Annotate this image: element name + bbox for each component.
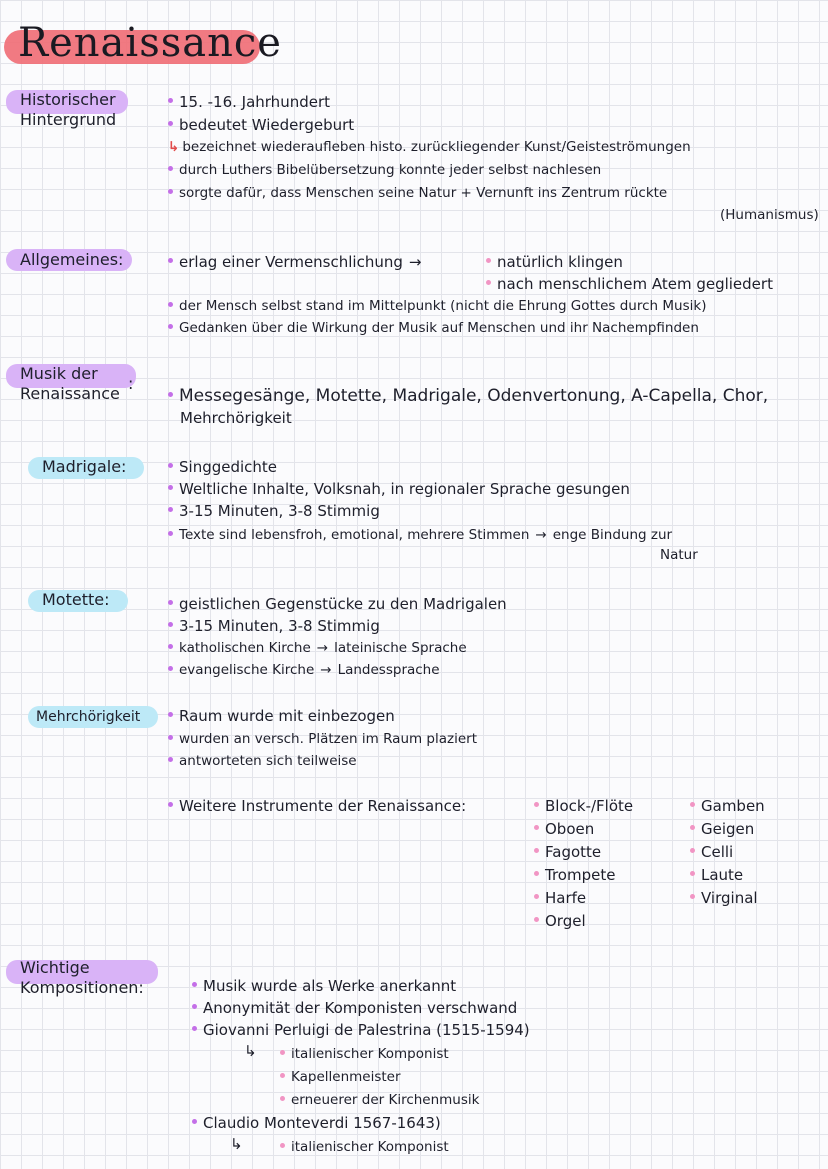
instrument-col1-5 [534,888,586,908]
historisch-line-5 [168,183,667,203]
madrigale-line-1 [168,457,277,477]
allgemeines-text-1b: nach menschlichem Atem gegliedert [497,275,773,293]
motette-line-3 [168,638,467,658]
allgemeines-line-1b [486,274,773,294]
bullet-icon [280,1073,285,1078]
bullet-icon [690,848,695,853]
instrument-col2-5 [690,888,758,908]
instrument-text: Harfe [545,889,587,907]
allgemeines-line-1 [168,252,427,272]
motette-text-1: geistlichen Gegenstücke zu den Madrigalen [179,595,507,613]
mehrchoerigkeit-text-3: antworteten sich teilweise [179,753,357,769]
madrigale-text-1: Singgedichte [179,458,278,476]
instrument-col2-1 [690,796,765,816]
palestrina-3 [280,1090,479,1110]
bullet-icon [486,258,491,263]
bullet-icon [168,324,173,329]
instrument-col1-1 [534,796,633,816]
kompositionen-text-3: Giovanni Perluigi de Palestrina (1515-1594) [203,1021,530,1039]
bullet-icon [192,1119,197,1124]
bullet-icon [690,802,695,807]
bullet-icon [168,712,173,717]
musik-text-1: Messegesänge, Motette, Madrigale, Odenvertonung, A-Capella, Chor, [179,386,769,406]
kompositionen-line-4 [192,1113,441,1133]
instrument-text: Trompete [545,866,616,884]
bullet-icon [168,531,173,536]
bullet-icon [168,463,173,468]
bullet-icon [192,982,197,987]
kompositionen-line-3 [192,1020,530,1040]
madrigale-text-4b: enge Bindung zur [552,527,673,543]
bullet-icon [192,1026,197,1031]
allgemeines-text-1a: natürlich klingen [497,253,623,271]
madrigale-text-2: Weltliche Inhalte, Volksnah, in regionaler Sprache gesungen [179,480,630,498]
musik-line-1 [168,385,768,407]
instrument-col2-2 [690,819,754,839]
bullet-icon [168,735,173,740]
bullet-icon [690,825,695,830]
arrow-right-icon: → [320,662,332,678]
bullet-icon [168,622,173,627]
bullet-icon [168,121,173,126]
page-title: Renaissance [18,20,282,66]
bullet-icon [534,802,539,807]
bullet-icon [280,1143,285,1148]
bullet-icon [192,1004,197,1009]
bullet-icon [280,1050,285,1055]
heading-historisch-2: Hintergrund [20,110,117,129]
bullet-icon [168,258,173,263]
bullet-icon [168,392,173,397]
allgemeines-text-2: der Mensch selbst stand im Mittelpunkt (nicht die Ehrung Gottes durch Musik) [179,298,707,314]
bullet-icon [168,644,173,649]
instrument-col2-4 [690,865,743,885]
palestrina-text-3: erneuerer der Kirchenmusik [291,1092,480,1108]
bullet-icon [168,302,173,307]
bullet-icon [280,1096,285,1101]
kompositionen-line-1 [192,976,456,996]
bullet-icon [168,166,173,171]
allgemeines-line-2 [168,296,706,316]
mehrchoerigkeit-text-1: Raum wurde mit einbezogen [179,707,395,725]
bullet-icon [168,189,173,194]
arrow-right-icon: → [535,527,547,543]
instrument-col1-4 [534,865,615,885]
mehrchoerigkeit-line-2 [168,729,477,749]
monteverdi-text-1: italienischer Komponist [291,1139,449,1155]
motette-text-2: 3-15 Minuten, 3-8 Stimmig [179,617,380,635]
mehrchoerigkeit-line-1 [168,706,395,726]
heading-musik-2: Renaissance [20,384,120,403]
bullet-icon [168,485,173,490]
madrigale-line-3 [168,501,380,521]
madrigale-line-2 [168,479,630,499]
bullet-icon [534,917,539,922]
arrow-right-icon: → [316,640,329,656]
allgemeines-text-1: erlag einer Vermenschlichung [179,253,403,271]
historisch-text-4: durch Luthers Bibelübersetzung konnte jeder selbst nachlesen [179,162,602,178]
allgemeines-line-3 [168,318,699,338]
bullet-icon [168,600,173,605]
kompositionen-line-2 [192,998,517,1018]
historisch-text-1: 15. -16. Jahrhundert [179,93,331,111]
return-arrow-icon: ↳ [230,1135,243,1153]
allgemeines-line-1a [486,252,623,272]
motette-text-4b: Landessprache [337,662,440,678]
musik-line-2: Mehrchörigkeit [180,409,292,427]
heading-kompositionen-2: Kompositionen: [20,978,144,997]
bullet-icon [168,802,173,807]
allgemeines-text-3: Gedanken über die Wirkung der Musik auf Menschen und ihr Nachempfinden [179,320,699,336]
motette-text-3b: lateinische Sprache [334,640,467,656]
palestrina-2 [280,1067,401,1087]
instrument-text: Laute [701,866,744,884]
palestrina-1 [280,1044,449,1064]
bullet-icon [690,894,695,899]
monteverdi-1 [280,1137,449,1157]
heading-musik-1: Musik der [20,364,98,383]
instrument-text: Block-/Flöte [545,797,634,815]
mehrchoerigkeit-text-2: wurden an versch. Plätzen im Raum plaziert [179,731,478,747]
historisch-line-6: (Humanismus) [720,207,819,223]
motette-line-2 [168,616,380,636]
instrument-text: Celli [701,843,734,861]
instrumente-label-text: Weitere Instrumente der Renaissance: [179,797,467,815]
heading-madrigale: Madrigale: [42,457,127,476]
instrument-text: Orgel [545,912,586,930]
bullet-icon [168,98,173,103]
bullet-icon [534,825,539,830]
palestrina-text-2: Kapellenmeister [291,1069,401,1085]
return-arrow-icon: ↳ [244,1042,257,1060]
bullet-icon [534,871,539,876]
madrigale-text-3: 3-15 Minuten, 3-8 Stimmig [179,502,380,520]
instrument-text: Oboen [545,820,595,838]
kompositionen-text-1: Musik wurde als Werke anerkannt [203,977,457,995]
madrigale-text-4: Texte sind lebensfroh, emotional, mehrere Stimmen [179,527,530,543]
bullet-icon [690,871,695,876]
return-arrow-icon: ↳ [168,139,180,155]
instrumente-label [168,796,466,816]
heading-motette: Motette: [42,590,110,609]
madrigale-line-4 [168,525,672,545]
motette-line-4 [168,660,440,680]
instrument-text: Geigen [701,820,755,838]
motette-line-1 [168,594,507,614]
bullet-icon [534,894,539,899]
historisch-line-2 [168,115,354,135]
bullet-icon [168,757,173,762]
bullet-icon [486,280,491,285]
instrument-text: Gamben [701,797,765,815]
instrument-text: Fagotte [545,843,602,861]
heading-kompositionen-1: Wichtige [20,958,90,977]
heading-mehrchoerigkeit: Mehrchörigkeit [36,709,141,725]
arrow-right-icon: → [408,253,422,271]
bullet-icon [168,666,173,671]
instrument-col1-3 [534,842,601,862]
instrument-col1-2 [534,819,594,839]
motette-text-3: katholischen Kirche [179,640,311,656]
kompositionen-text-2: Anonymität der Komponisten verschwand [203,999,518,1017]
historisch-text-3: bezeichnet wiederaufleben histo. zurückliegender Kunst/Geisteströmungen [182,139,691,155]
historisch-line-3 [168,137,691,157]
historisch-text-2: bedeutet Wiedergeburt [179,116,355,134]
madrigale-line-5: Natur [660,547,698,563]
historisch-line-4 [168,160,601,180]
historisch-text-5: sorgte dafür, dass Menschen seine Natur + Vernunft ins Zentrum rückte [179,185,668,201]
motette-text-4: evangelische Kirche [179,662,315,678]
bullet-icon [168,507,173,512]
instrument-col1-6 [534,911,586,931]
heading-allgemeines: Allgemeines: [20,250,124,269]
instrument-col2-3 [690,842,733,862]
historisch-line-1 [168,92,330,112]
heading-musik-colon: : [128,374,134,393]
palestrina-text-1: italienischer Komponist [291,1046,449,1062]
mehrchoerigkeit-line-3 [168,751,357,771]
heading-historisch-1: Historischer [20,90,116,109]
kompositionen-text-4: Claudio Monteverdi 1567-1643) [203,1114,441,1132]
instrument-text: Virginal [701,889,758,907]
bullet-icon [534,848,539,853]
